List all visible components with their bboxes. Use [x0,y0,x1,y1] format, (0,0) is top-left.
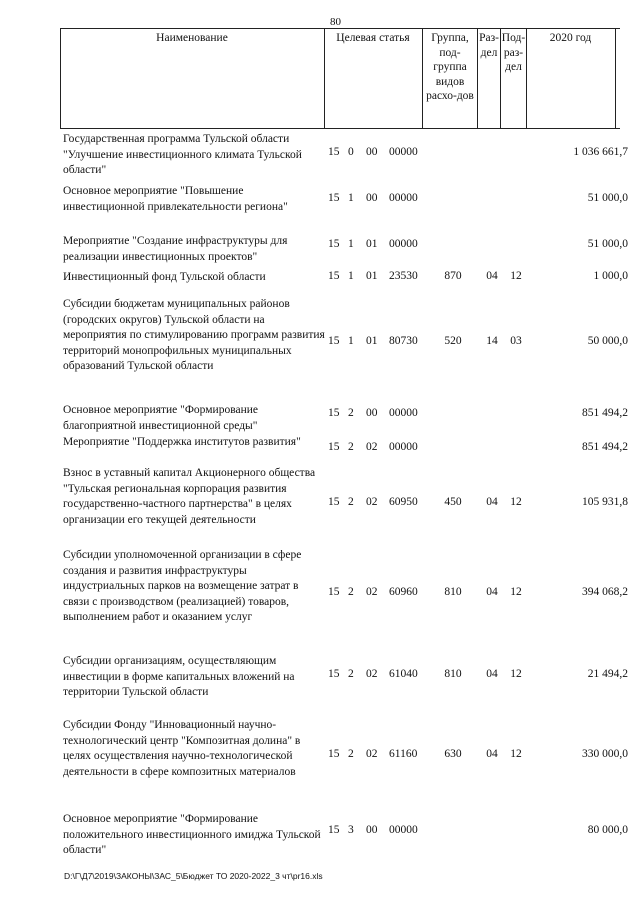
row-subsection-code: 12 [510,668,522,680]
row-section-code: 04 [486,586,498,598]
row-group-code: 520 [444,335,462,347]
row-direction-code: 61160 [389,748,418,760]
row-group-code: 870 [444,270,462,282]
row-amount: 330 000,0 [582,748,628,760]
header-group: Группа, под-группа видов расхо-дов [426,32,474,102]
row-subprogram-code: 2 [348,441,354,453]
row-event-code: 02 [366,496,378,508]
row-name: Мероприятие "Создание инфраструктуры для реализации инвестиционных проектов" [63,235,288,263]
row-direction-code: 61040 [389,668,418,680]
row-event-code: 00 [366,824,378,836]
row-event-code: 01 [366,335,378,347]
row-program-code: 15 [328,270,340,282]
row-amount: 51 000,0 [587,238,628,250]
header-bottom-border [60,128,620,129]
row-event-code: 02 [366,586,378,598]
row-name: Государственная программа Тульской области "Улучшение инвестиционного климата Тульской области" [63,133,302,176]
row-subprogram-code: 1 [348,238,354,250]
header-section: Раз-дел [479,32,499,59]
file-path-footer: D:\Г\Д7\2019\ЗАКОНЫ\ЗАС_5\Бюджет ТО 2020-2022_3 чт\pr16.xls [64,871,323,881]
row-program-code: 15 [328,586,340,598]
row-program-code: 15 [328,748,340,760]
row-subprogram-code: 2 [348,586,354,598]
row-direction-code: 00000 [389,407,418,419]
row-section-code: 04 [486,668,498,680]
page-number: 80 [330,16,341,28]
row-program-code: 15 [328,238,340,250]
row-subprogram-code: 2 [348,668,354,680]
row-subprogram-code: 2 [348,748,354,760]
row-name: Взнос в уставный капитал Акционерного общества "Тульская региональная корпорация развития государственно-частного партнерства" в целях организации его текущей деятельности [63,467,316,526]
row-event-code: 01 [366,238,378,250]
row-group-code: 810 [444,586,462,598]
row-group-code: 630 [444,748,462,760]
row-subsection-code: 12 [510,586,522,598]
row-program-code: 15 [328,441,340,453]
row-name: Основное мероприятие "Формирование положительного инвестиционного имиджа Тульской области" [63,813,321,856]
header-target-article: Целевая статья [336,32,410,44]
col-divider [615,28,616,128]
row-amount: 80 000,0 [587,824,628,836]
header-name: Наименование [156,32,228,44]
row-direction-code: 60950 [389,496,418,508]
row-event-code: 02 [366,748,378,760]
table-header [60,28,615,128]
header-subsection: Под-раз-дел [501,32,526,73]
row-amount: 1 036 661,7 [573,146,628,158]
row-amount: 50 000,0 [587,335,628,347]
row-name: Основное мероприятие "Повышение инвестиционной привлекательности региона" [63,185,288,213]
row-subprogram-code: 1 [348,192,354,204]
row-amount: 21 494,2 [587,668,628,680]
row-program-code: 15 [328,335,340,347]
row-subprogram-code: 2 [348,407,354,419]
header-top-border [60,28,620,29]
row-event-code: 00 [366,146,378,158]
row-name: Субсидии бюджетам муниципальных районов (городских округов) Тульской области на мероприятия по стимулированию программ развития территорий монопрофильных муниципальных образований Тульской области [63,298,325,372]
row-group-code: 450 [444,496,462,508]
row-subsection-code: 12 [510,496,522,508]
row-direction-code: 80730 [389,335,418,347]
row-program-code: 15 [328,407,340,419]
row-amount: 851 494,2 [582,441,628,453]
row-section-code: 04 [486,270,498,282]
row-event-code: 02 [366,668,378,680]
row-name: Субсидии организациям, осуществляющим инвестиции в форме капитальных вложений на территории Тульской области [63,655,295,698]
row-direction-code: 00000 [389,238,418,250]
row-program-code: 15 [328,824,340,836]
row-direction-code: 60960 [389,586,418,598]
row-event-code: 00 [366,407,378,419]
row-section-code: 14 [486,335,498,347]
row-direction-code: 00000 [389,192,418,204]
row-name: Инвестиционный фонд Тульской области [63,271,266,283]
row-subsection-code: 12 [510,748,522,760]
row-section-code: 04 [486,748,498,760]
row-name: Основное мероприятие "Формирование благоприятной инвестиционной среды" [63,404,258,432]
row-amount: 105 931,8 [582,496,628,508]
row-program-code: 15 [328,192,340,204]
row-direction-code: 00000 [389,146,418,158]
row-subprogram-code: 1 [348,335,354,347]
row-name: Мероприятие "Поддержка институтов развития" [63,436,301,448]
row-section-code: 04 [486,496,498,508]
row-amount: 1 000,0 [593,270,628,282]
row-program-code: 15 [328,668,340,680]
row-subsection-code: 03 [510,335,522,347]
row-group-code: 810 [444,668,462,680]
row-direction-code: 00000 [389,824,418,836]
row-subsection-code: 12 [510,270,522,282]
col-divider [422,28,423,128]
row-name: Субсидии уполномоченной организации в сфере создания и развития инфраструктуры индустриальных парков на возмещение затрат в связи с производством (реализацией) товаров, выполнением работ и оказанием услуг [63,549,302,623]
row-event-code: 00 [366,192,378,204]
row-subprogram-code: 2 [348,496,354,508]
header-year: 2020 год [549,32,592,44]
row-event-code: 02 [366,441,378,453]
row-subprogram-code: 3 [348,824,354,836]
row-event-code: 01 [366,270,378,282]
row-name: Субсидии Фонду "Инновационный научно-технологический центр "Композитная долина" в целях осуществления научно-технологической деятельности в сфере композитных материалов [63,719,301,778]
row-direction-code: 23530 [389,270,418,282]
row-program-code: 15 [328,146,340,158]
row-amount: 851 494,2 [582,407,628,419]
row-amount: 394 068,2 [582,586,628,598]
row-amount: 51 000,0 [587,192,628,204]
row-direction-code: 00000 [389,441,418,453]
row-subprogram-code: 1 [348,270,354,282]
row-program-code: 15 [328,496,340,508]
row-subprogram-code: 0 [348,146,354,158]
